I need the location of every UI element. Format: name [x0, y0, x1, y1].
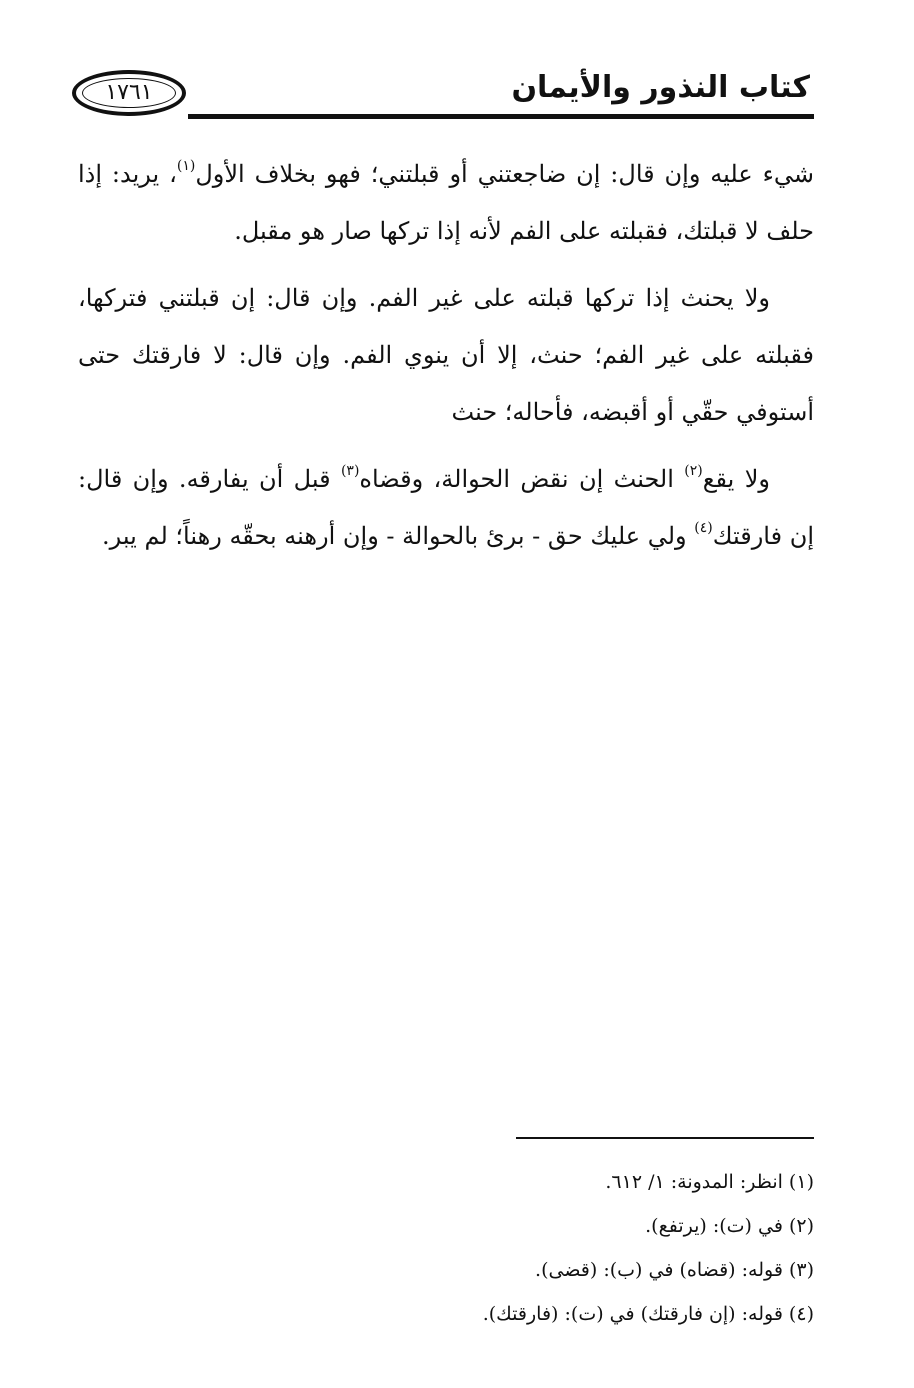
paragraph-2	[78, 270, 814, 441]
paragraph-3	[78, 451, 814, 565]
paragraph-3-text-d: ولي عليك حق - برئ بالحوالة - وإن أرهنه بحقّه رهناً؛ لم يبر.	[102, 522, 695, 550]
footnote-separator	[516, 1137, 814, 1139]
footnote-ref-2: (٢)	[684, 463, 703, 479]
footnotes	[254, 1160, 814, 1336]
header-rule	[188, 114, 814, 119]
paragraph-1-text-a: شيء عليه وإن قال: إن ضاجعتني أو قبلتني؛ فهو بخلاف الأول	[195, 160, 814, 188]
paragraph-3-text-b: الحنث إن نقض الحوالة، وقضاه	[359, 465, 685, 493]
footnote-1: (١) انظر: المدونة: ١/ ٦١٢.	[605, 1171, 814, 1193]
footnote-3: (٣) قوله: (قضاه) في (ب): (قضى).	[535, 1259, 814, 1281]
page-number: ١٧٦١	[105, 80, 153, 105]
footnote-ref-1: (١)	[176, 158, 196, 174]
running-header-title: كتاب النذور والأيمان	[511, 70, 810, 105]
paragraph-2-text: ولا يحنث إذا تركها قبلته على غير الفم. وإن قال: إن قبلتني فتركها، فقبلته على غير الفم؛ حنث، إلا أن ينوي الفم. وإن قال: لا فارقتك حتى أستوفي حقّي أو أقبضه، فأحاله؛ حنث	[78, 284, 814, 426]
footnote-4: (٤) قوله: (إن فارقتك) في (ت): (فارقتك).	[482, 1303, 814, 1325]
footnote-2: (٢) في (ت): (يرتفع).	[645, 1215, 814, 1237]
footnote-ref-3: (٣)	[340, 463, 360, 479]
paragraph-3-text-a: ولا يقع	[702, 465, 771, 493]
footnote-ref-4: (٤)	[694, 520, 713, 536]
paragraph-1-text-b: ، يريد: إذا حلف لا قبلتك، فقبلته على الفم لأنه إذا تركها صار هو مقبل.	[78, 160, 814, 245]
main-text	[78, 146, 814, 575]
page-number-badge	[72, 70, 186, 116]
paragraph-3-text-c: قبل أن يفارقه. وإن قال: إن فارقتك	[78, 465, 814, 550]
paragraph-1	[78, 146, 814, 260]
